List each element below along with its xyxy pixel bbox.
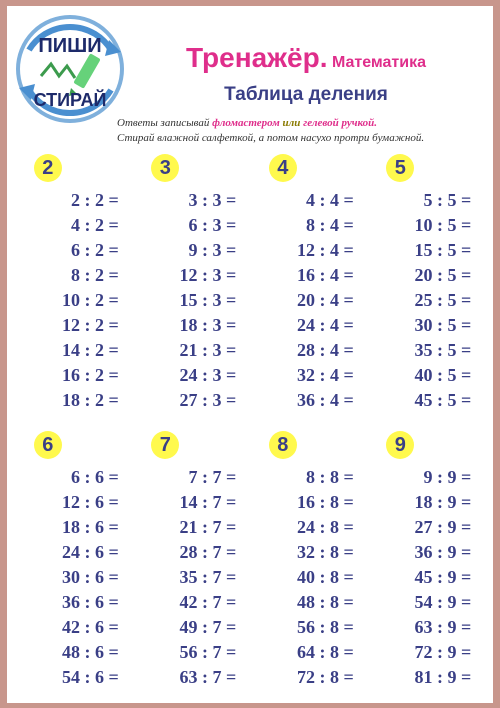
- equation-row[interactable]: 40 : 5 =: [414, 365, 472, 385]
- equation-row[interactable]: 48 : 6 =: [61, 642, 119, 662]
- equation-row[interactable]: 16 : 4 =: [296, 265, 354, 285]
- division-section-8: [250, 431, 368, 690]
- equation-row[interactable]: 27 : 9 =: [414, 517, 472, 537]
- equation-row[interactable]: 72 : 9 =: [414, 642, 472, 662]
- equation-row[interactable]: 18 : 9 =: [414, 492, 472, 512]
- equation-row[interactable]: 9 : 9 =: [423, 467, 472, 487]
- equation-row[interactable]: 56 : 8 =: [296, 617, 354, 637]
- equation-row[interactable]: 24 : 8 =: [296, 517, 354, 537]
- divisor-badge: 2: [34, 154, 62, 182]
- equation-row[interactable]: 18 : 3 =: [179, 315, 237, 335]
- equation-row[interactable]: 5 : 5 =: [423, 190, 472, 210]
- divisor-badge: 3: [151, 154, 179, 182]
- equation-row[interactable]: 45 : 9 =: [414, 567, 472, 587]
- instr-text-pen: гелевой ручкой.: [303, 117, 378, 129]
- worksheet-page: [7, 6, 493, 703]
- divisor-badge: 8: [269, 431, 297, 459]
- equation-row[interactable]: 9 : 3 =: [188, 240, 237, 260]
- instructions: [117, 116, 489, 146]
- equation-row[interactable]: 2 : 2 =: [70, 190, 119, 210]
- equation-row[interactable]: 36 : 4 =: [296, 390, 354, 410]
- division-section-5: [368, 154, 486, 413]
- equation-row[interactable]: 27 : 3 =: [179, 390, 237, 410]
- equation-row[interactable]: 14 : 2 =: [61, 340, 119, 360]
- equation-row[interactable]: 24 : 3 =: [179, 365, 237, 385]
- divisor-badge: 6: [34, 431, 62, 459]
- equation-row[interactable]: 6 : 3 =: [188, 215, 237, 235]
- brand-subject: Математика: [331, 54, 426, 71]
- equation-row[interactable]: 8 : 4 =: [305, 215, 354, 235]
- equation-row[interactable]: 21 : 3 =: [179, 340, 237, 360]
- equation-row[interactable]: 63 : 7 =: [179, 667, 237, 687]
- logo-bottom-text: СТИРАЙ: [33, 90, 107, 110]
- equation-row[interactable]: 20 : 4 =: [296, 290, 354, 310]
- instr-text-or: или: [282, 117, 301, 129]
- equation-row[interactable]: 7 : 7 =: [188, 467, 237, 487]
- instr-text-marker: фломастером: [212, 117, 280, 129]
- equation-row[interactable]: 8 : 8 =: [305, 467, 354, 487]
- division-table: [15, 154, 485, 690]
- equation-row[interactable]: 6 : 2 =: [70, 240, 119, 260]
- logo-icon: [11, 10, 129, 128]
- equation-row[interactable]: 25 : 5 =: [414, 290, 472, 310]
- divisor-badge: 5: [386, 154, 414, 182]
- equation-row[interactable]: 12 : 2 =: [61, 315, 119, 335]
- equation-row[interactable]: 35 : 5 =: [414, 340, 472, 360]
- page-title: [141, 42, 471, 74]
- equation-row[interactable]: 32 : 8 =: [296, 542, 354, 562]
- equation-row[interactable]: 35 : 7 =: [179, 567, 237, 587]
- equation-row[interactable]: 40 : 8 =: [296, 567, 354, 587]
- equation-row[interactable]: 15 : 3 =: [179, 290, 237, 310]
- equation-row[interactable]: 63 : 9 =: [414, 617, 472, 637]
- equation-row[interactable]: 14 : 7 =: [179, 492, 237, 512]
- equation-row[interactable]: 28 : 7 =: [179, 542, 237, 562]
- logo-top-text: ПИШИ: [38, 35, 102, 57]
- equation-row[interactable]: 54 : 9 =: [414, 592, 472, 612]
- equation-row[interactable]: 15 : 5 =: [414, 240, 472, 260]
- divisor-badge: 7: [151, 431, 179, 459]
- division-section-9: [368, 431, 486, 690]
- equation-row[interactable]: 45 : 5 =: [414, 390, 472, 410]
- equation-row[interactable]: 12 : 3 =: [179, 265, 237, 285]
- division-section-6: [15, 431, 133, 690]
- equation-row[interactable]: 30 : 6 =: [61, 567, 119, 587]
- equation-row[interactable]: 4 : 4 =: [305, 190, 354, 210]
- divisor-badge: 9: [386, 431, 414, 459]
- division-section-3: [133, 154, 251, 413]
- instr-text-a: Ответы записывай: [117, 117, 210, 129]
- equation-row[interactable]: 36 : 6 =: [61, 592, 119, 612]
- equation-row[interactable]: 49 : 7 =: [179, 617, 237, 637]
- equation-row[interactable]: 72 : 8 =: [296, 667, 354, 687]
- brand-title: Тренажёр.: [185, 42, 328, 73]
- equation-row[interactable]: 56 : 7 =: [179, 642, 237, 662]
- equation-row[interactable]: 16 : 8 =: [296, 492, 354, 512]
- equation-row[interactable]: 10 : 5 =: [414, 215, 472, 235]
- equation-row[interactable]: 18 : 6 =: [61, 517, 119, 537]
- division-section-7: [133, 431, 251, 690]
- equation-row[interactable]: 12 : 4 =: [296, 240, 354, 260]
- equation-row[interactable]: 48 : 8 =: [296, 592, 354, 612]
- instr-text-wipe: Стирай влажной салфеткой, а потом насухо протри бумажной.: [117, 132, 425, 144]
- equation-row[interactable]: 42 : 6 =: [61, 617, 119, 637]
- equation-row[interactable]: 21 : 7 =: [179, 517, 237, 537]
- equation-row[interactable]: 20 : 5 =: [414, 265, 472, 285]
- equation-row[interactable]: 36 : 9 =: [414, 542, 472, 562]
- equation-row[interactable]: 6 : 6 =: [70, 467, 119, 487]
- equation-row[interactable]: 8 : 2 =: [70, 265, 119, 285]
- divisor-badge: 4: [269, 154, 297, 182]
- division-section-2: [15, 154, 133, 413]
- equation-row[interactable]: 30 : 5 =: [414, 315, 472, 335]
- equation-row[interactable]: 24 : 4 =: [296, 315, 354, 335]
- division-section-4: [250, 154, 368, 413]
- equation-row[interactable]: 3 : 3 =: [188, 190, 237, 210]
- equation-row[interactable]: 54 : 6 =: [61, 667, 119, 687]
- page-subtitle: Таблица деления: [224, 84, 388, 105]
- equation-row[interactable]: 32 : 4 =: [296, 365, 354, 385]
- equation-row[interactable]: 42 : 7 =: [179, 592, 237, 612]
- equation-row[interactable]: 81 : 9 =: [414, 667, 472, 687]
- equation-row[interactable]: 16 : 2 =: [61, 365, 119, 385]
- equation-row[interactable]: 18 : 2 =: [61, 390, 119, 410]
- equation-row[interactable]: 12 : 6 =: [61, 492, 119, 512]
- equation-row[interactable]: 4 : 2 =: [70, 215, 119, 235]
- equation-row[interactable]: 28 : 4 =: [296, 340, 354, 360]
- equation-row[interactable]: 10 : 2 =: [61, 290, 119, 310]
- equation-row[interactable]: 64 : 8 =: [296, 642, 354, 662]
- equation-row[interactable]: 24 : 6 =: [61, 542, 119, 562]
